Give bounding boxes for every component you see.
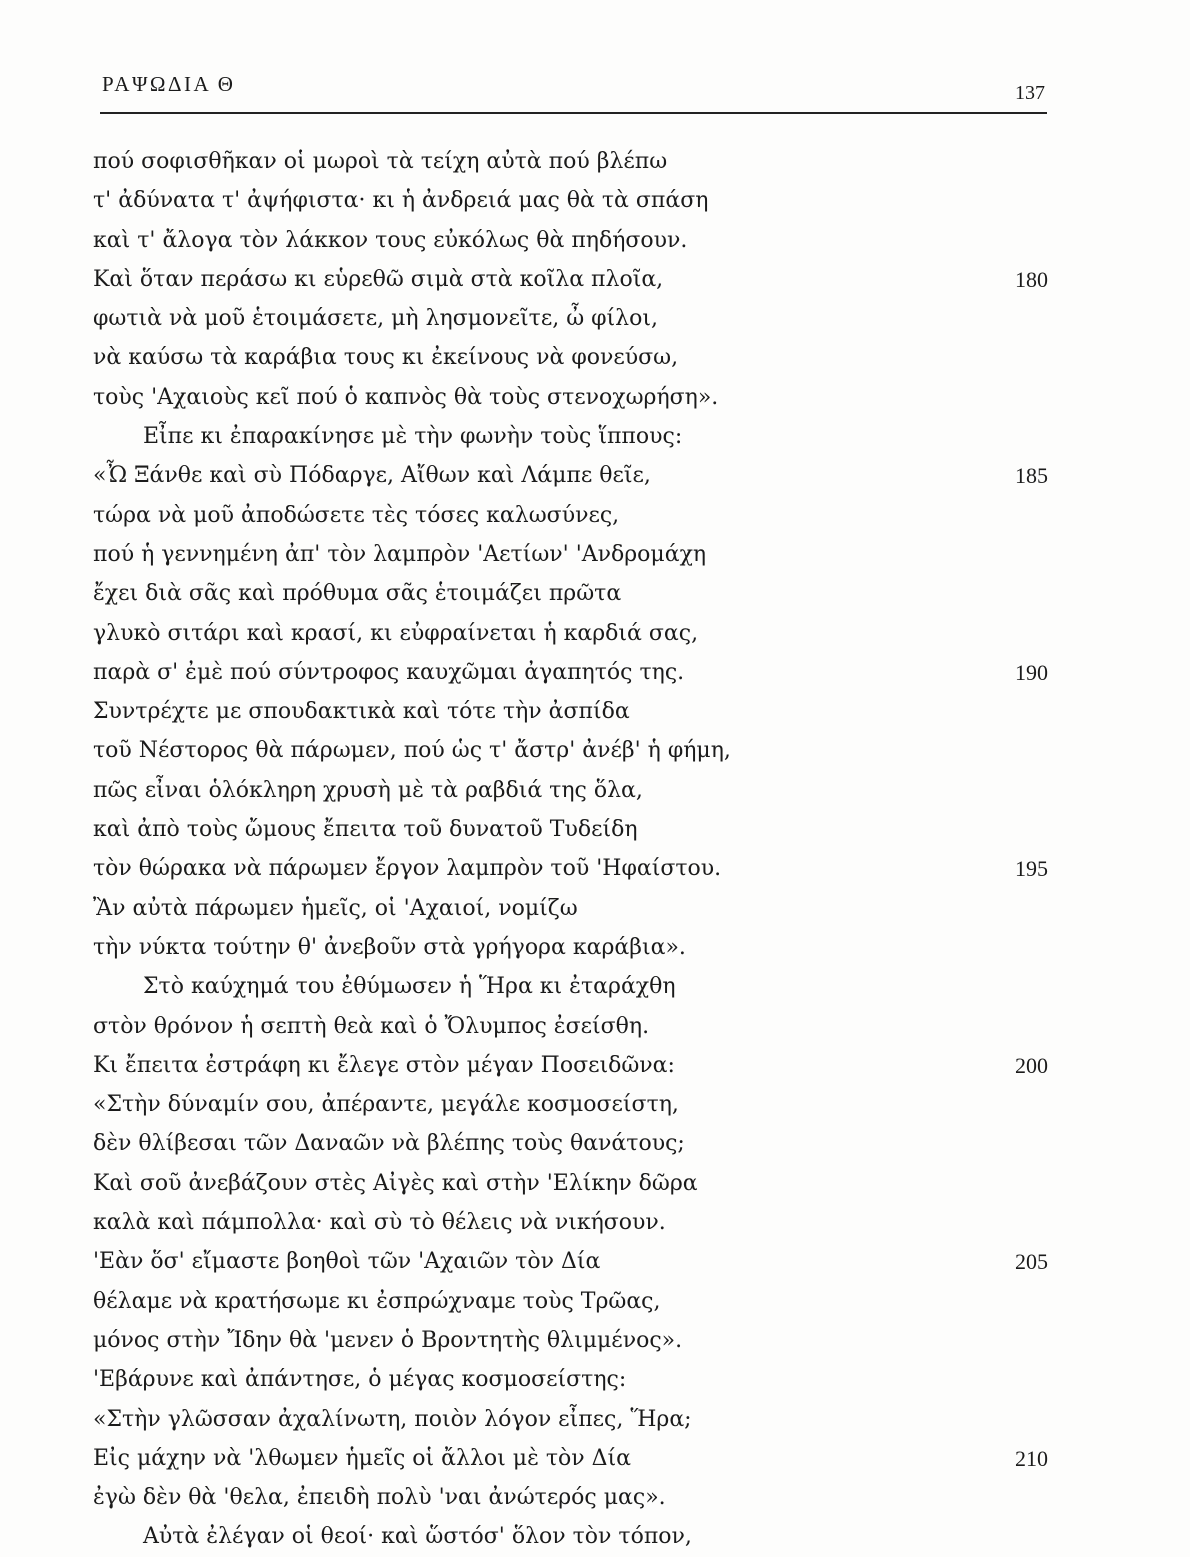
verse-line	[93, 692, 1053, 731]
verse-line	[93, 653, 1053, 692]
line-number: 180	[1015, 266, 1048, 292]
verse-text: «Στὴν γλῶσσαν ἀχαλίνωτη, ποιὸν λόγον εἶπες, Ἥρα;	[93, 1406, 692, 1432]
verse-line	[93, 889, 1053, 928]
verse-text: 'Εβάρυνε καὶ ἀπάντησε, ὁ μέγας κοσμοσείστης:	[93, 1367, 627, 1393]
verse-text: φωτιὰ νὰ μοῦ ἑτοιμάσετε, μὴ λησμονεῖτε, ὦ φίλοι,	[93, 306, 658, 332]
line-number: 185	[1015, 463, 1048, 489]
verse-text: νὰ καύσω τὰ καράβια τους κι ἐκείνους νὰ φονεύσω,	[93, 345, 679, 371]
verse-line	[93, 378, 1053, 417]
verse-line	[93, 299, 1053, 338]
verse-text: Αὐτὰ ἐλέγαν οἱ θεοί· καὶ ὥστόσ' ὅλον τὸν τόπον,	[143, 1524, 692, 1550]
verse-line	[93, 1360, 1053, 1399]
verse-line	[93, 771, 1053, 810]
verse-line	[93, 1085, 1053, 1124]
verse-text: Συντρέχτε με σπουδακτικὰ καὶ τότε τὴν ἀσπίδα	[93, 699, 630, 725]
line-number: 195	[1015, 856, 1048, 882]
verse-line	[93, 181, 1053, 220]
verse-text: Εἶπε κι ἐπαρακίνησε μὲ τὴν φωνὴν τοὺς ἵππους:	[143, 424, 683, 450]
verse-text: τ' ἀδύνατα τ' ἀψήφιστα· κι ἡ ἀνδρειά μας θὰ τὰ σπάση	[93, 188, 709, 214]
verse-text: 'Εὰν ὅσ' εἴμαστε βοηθοὶ τῶν 'Αχαιῶν τὸν Δία	[93, 1249, 601, 1275]
verse-text: καὶ τ' ἄλογα τὸν λάκκον τους εὐκόλως θὰ πηδήσουν.	[93, 227, 688, 253]
verse-line	[93, 1400, 1053, 1439]
verse-line	[93, 1203, 1053, 1242]
verse-line	[93, 849, 1053, 888]
verse-line	[93, 1007, 1053, 1046]
verse-text: τώρα νὰ μοῦ ἀποδώσετε τὲς τόσες καλωσύνες,	[93, 502, 620, 528]
verse-line	[93, 1124, 1053, 1163]
verse-text: ἐγὼ δὲν θὰ 'θελα, ἐπειδὴ πολὺ 'ναι ἀνώτερός μας».	[93, 1485, 666, 1511]
verse-line	[93, 1242, 1053, 1281]
verse-text: στὸν θρόνον ἡ σεπτὴ θεὰ καὶ ὁ Ὄλυμπος ἐσείσθη.	[93, 1013, 650, 1039]
verse-line	[93, 417, 1053, 456]
verse-text: πού σοφισθῆκαν οἱ μωροὶ τὰ τείχη αὐτὰ πού βλέπω	[93, 149, 668, 174]
line-number: 210	[1015, 1445, 1048, 1471]
verse-text: Κι ἔπειτα ἐστράφη κι ἔλεγε στὸν μέγαν Ποσειδῶνα:	[93, 1052, 675, 1078]
verse-block	[93, 142, 1053, 1557]
verse-line	[93, 221, 1053, 260]
line-number: 190	[1015, 659, 1048, 685]
verse-text: Στὸ καύχημά του ἐθύμωσεν ἡ Ἥρα κι ἐταράχθη	[143, 974, 676, 1000]
verse-line	[93, 456, 1053, 495]
verse-text: τοῦ Νέστορος θὰ πάρωμεν, πού ὡς τ' ἄστρ' ἀνέβ' ἡ φήμη,	[93, 738, 731, 764]
verse-line	[93, 1282, 1053, 1321]
verse-text: γλυκὸ σιτάρι καὶ κρασί, κι εὐφραίνεται ἡ καρδιά σας,	[93, 620, 699, 646]
verse-text: καὶ ἀπὸ τοὺς ὤμους ἔπειτα τοῦ δυνατοῦ Τυδείδη	[93, 817, 638, 843]
verse-line	[93, 260, 1053, 299]
verse-line	[93, 810, 1053, 849]
verse-line	[93, 1517, 1053, 1556]
verse-line	[93, 535, 1053, 574]
verse-line	[93, 928, 1053, 967]
verse-text: Καὶ ὅταν περάσω κι εὑρεθῶ σιμὰ στὰ κοῖλα πλοῖα,	[93, 266, 664, 292]
verse-text: Ἂν αὐτὰ πάρωμεν ἡμεῖς, οἱ 'Αχαιοί, νομίζω	[93, 895, 578, 921]
verse-line	[93, 338, 1053, 377]
verse-line	[93, 496, 1053, 535]
verse-text: τὸν θώρακα νὰ πάρωμεν ἔργον λαμπρὸν τοῦ 'Ηφαίστου.	[93, 856, 722, 882]
verse-text: Εἰς μάχην νὰ 'λθωμεν ἡμεῖς οἱ ἄλλοι μὲ τὸν Δία	[93, 1445, 632, 1471]
verse-line	[93, 1321, 1053, 1360]
line-number: 205	[1015, 1249, 1048, 1275]
verse-line	[93, 967, 1053, 1006]
page-number: 137	[1015, 82, 1045, 104]
verse-text: καλὰ καὶ πάμπολλα· καὶ σὺ τὸ θέλεις νὰ νικήσουν.	[93, 1210, 666, 1236]
verse-line	[93, 614, 1053, 653]
verse-text: παρὰ σ' ἐμὲ πού σύντροφος καυχῶμαι ἀγαπητός της.	[93, 659, 685, 685]
page-header	[100, 70, 1047, 114]
verse-text: τὴν νύκτα τούτην θ' ἀνεβοῦν στὰ γρήγορα καράβια».	[93, 934, 686, 960]
verse-line	[93, 731, 1053, 770]
verse-text: «Ὦ Ξάνθε καὶ σὺ Πόδαργε, Αἴθων καὶ Λάμπε θεῖε,	[93, 463, 651, 489]
verse-text: μόνος στὴν Ἴδην θὰ 'μενεν ὁ Βροντητὴς θλιμμένος».	[93, 1327, 683, 1353]
verse-line	[93, 1439, 1053, 1478]
verse-text: τοὺς 'Αχαιοὺς κεῖ πού ὁ καπνὸς θὰ τοὺς στενοχωρήση».	[93, 384, 719, 410]
verse-line	[93, 1046, 1053, 1085]
verse-text: «Στὴν δύναμίν σου, ἀπέραντε, μεγάλε κοσμοσείστη,	[93, 1092, 679, 1118]
verse-line	[93, 1164, 1053, 1203]
running-title: ΡΑΨΩΔΙΑ Θ	[102, 72, 236, 96]
verse-line	[93, 1478, 1053, 1517]
verse-text: θέλαμε νὰ κρατήσωμε κι ἐσπρώχναμε τοὺς Τρῶας,	[93, 1288, 661, 1314]
line-number: 200	[1015, 1052, 1048, 1078]
verse-text: πῶς εἶναι ὁλόκληρη χρυσὴ μὲ τὰ ραβδιά της ὅλα,	[93, 777, 643, 803]
verse-text: δὲν θλίβεσαι τῶν Δαναῶν νὰ βλέπης τοὺς θανάτους;	[93, 1131, 685, 1157]
verse-text: ἔχει διὰ σᾶς καὶ πρόθυμα σᾶς ἑτοιμάζει πρῶτα	[93, 581, 622, 607]
verse-line	[93, 574, 1053, 613]
verse-text: Καὶ σοῦ ἀνεβάζουν στὲς Αἰγὲς καὶ στὴν 'Ελίκην δῶρα	[93, 1170, 698, 1196]
verse-text: πού ἡ γεννημένη ἀπ' τὸν λαμπρὸν 'Αετίων' 'Ανδρομάχη	[93, 541, 707, 567]
verse-line	[93, 142, 1053, 181]
